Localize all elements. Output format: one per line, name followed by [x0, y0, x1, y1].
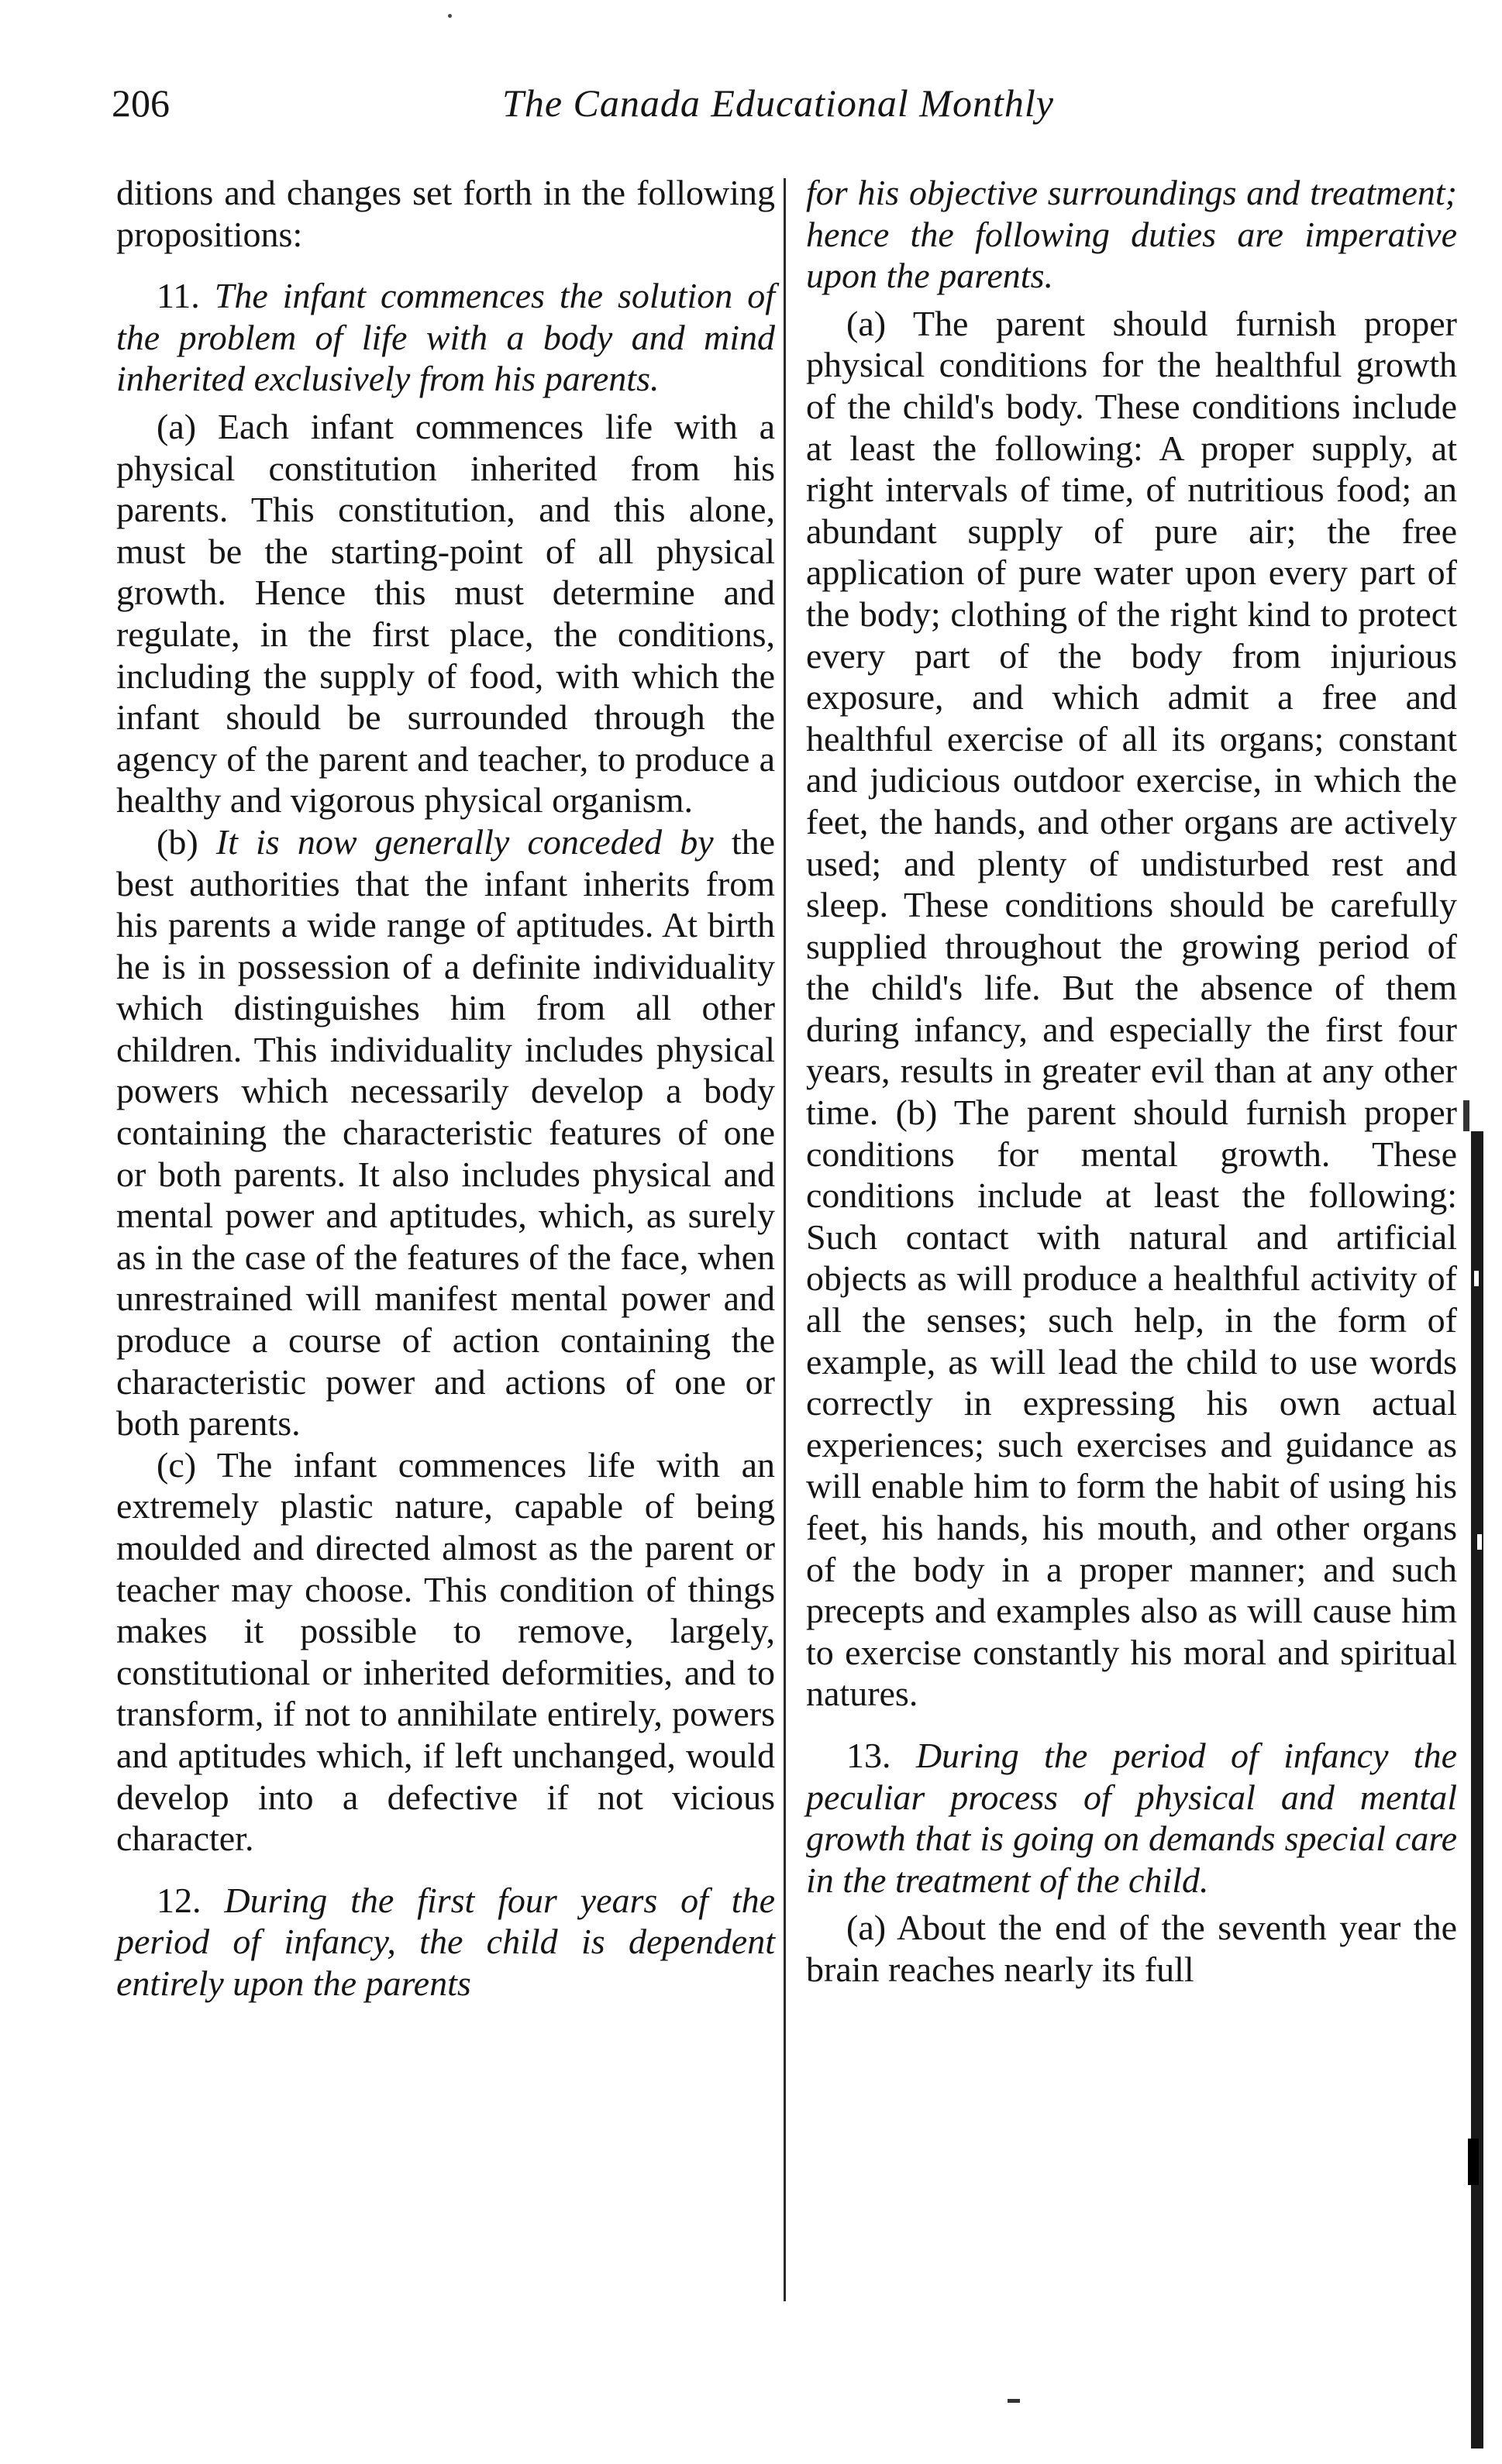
paragraph-continuation — [116, 172, 775, 255]
clause-label: (b) — [157, 821, 198, 862]
clause-label: (a) — [157, 406, 197, 446]
page-number: 206 — [112, 81, 170, 125]
page-edge-mark — [1474, 1271, 1479, 1286]
page-edge-shadow — [1471, 1131, 1483, 2449]
clause-label: (a) — [846, 1908, 887, 1948]
clause-a — [116, 406, 775, 821]
clause-text: The infant commences life with an extremely plastic nature, capable of being moulded and directed almost as the parent or teacher may choose. This condition of things makes it possible to remove, largely, constitutional or inherited deformities, and to transform, if not to annihilate entirely, powers and aptitudes which, if left unchanged, would develop into a defective if not vicious character. — [116, 1444, 776, 1859]
clause-label: (a) — [846, 303, 887, 343]
proposition-number: 12. — [157, 1880, 202, 1920]
paragraph-text: ditions and changes set forth in the following propositions: — [116, 173, 775, 254]
proposition-number: 11. — [157, 276, 200, 316]
page-edge-mark — [1463, 1100, 1469, 1131]
clause-label: (c) — [157, 1444, 197, 1485]
print-speck — [448, 14, 452, 18]
clause-text: About the end of the seventh year the brain reaches nearly its full — [806, 1908, 1457, 1989]
clause-c — [116, 1444, 775, 1860]
proposition-heading: During the first four years of the period of infancy, the child is dependent entirely upon the parents — [116, 1880, 776, 2003]
proposition-heading: for his objective surroundings and treatment; hence the following duties are imperative upon the parents. — [806, 173, 1457, 296]
proposition-12-continuation — [806, 172, 1457, 297]
running-title: The Canada Educational Monthly — [502, 81, 1054, 125]
page-edge-mark — [1477, 1534, 1482, 1550]
page-edge-mark — [1468, 2139, 1479, 2185]
clause-text: The parent should furnish proper conditions for mental growth. These conditions include at least the following: Such contact with natural and artificial objects as will produce a healthful activity of all the senses; such help, in the form of example, as will lead the child to use words correctly in expressing his own actual experiences; such exercises and guidance as will enable him to form the habit of using his feet, his hands, his mouth, and other organs of the body in a proper manner; and such precepts and examples also as will cause him to exercise constantly his moral and spiritual natures. — [806, 1093, 1457, 1714]
proposition-11 — [116, 275, 775, 400]
right-column — [806, 172, 1457, 1991]
print-dash — [1008, 2399, 1020, 2403]
clause-label: (b) — [895, 1093, 938, 1133]
clause-text: Each infant commences life with a physical constitution inherited from his parents. This constitution, and this alone, must be the starting-point of all physical growth. Hence this must determine and regulate, in the first place, the conditions, including the supply of food, with which the infant should be surrounded through the agency of the parent and teacher, to produce a healthy and vigorous physical organism. — [116, 406, 776, 821]
clause-b — [116, 821, 775, 1444]
proposition-12 — [116, 1880, 775, 2005]
column-divider — [784, 178, 786, 2301]
proposition-heading: During the period of infancy the peculiar process of physical and mental growth that is going on demands special care in the treatment of the child. — [806, 1735, 1457, 1900]
clause-text: the best authorities that the infant inherits from his parents a wide range of aptitudes. At birth he is in possession of a definite individuality which distinguishes him from all other children. This individuality includes physical powers which necessarily develop a body containing the characteristic features of one or both parents. It also includes physical and mental power and aptitudes, which, as surely as in the case of the features of the face, when unrestrained will manifest mental power and produce a course of action containing the characteristic power and actions of one or both parents. — [116, 821, 776, 1444]
page-header — [112, 76, 1429, 138]
proposition-heading: The infant commences the solution of the problem of life with a body and mind inherited exclusively from his parents. — [116, 276, 775, 399]
clause-a — [806, 1907, 1457, 1990]
proposition-13 — [806, 1735, 1457, 1901]
clause-text: The parent should furnish proper physical conditions for the healthful growth of the child's body. These conditions include at least the following: A proper supply, at right intervals of time, of nutritious food; an abundant supply of pure air; the free application of pure water upon every part of the body; clothing of the right kind to protect every part of the body from injurious exposure, and which admit a free and healthful exercise of all its organs; constant and judicious outdoor exercise, in which the feet, the hands, and other organs are actively used; and plenty of undisturbed rest and sleep. These conditions should be carefully supplied throughout the growing period of the child's life. But the absence of them during infancy, and especially the first four years, results in greater evil than at any other time. — [806, 303, 1457, 1133]
clause-italic-text: It is now generally conceded by — [215, 821, 714, 862]
proposition-number: 13. — [846, 1735, 891, 1775]
left-column — [116, 172, 775, 2005]
clause-a — [806, 303, 1457, 1715]
